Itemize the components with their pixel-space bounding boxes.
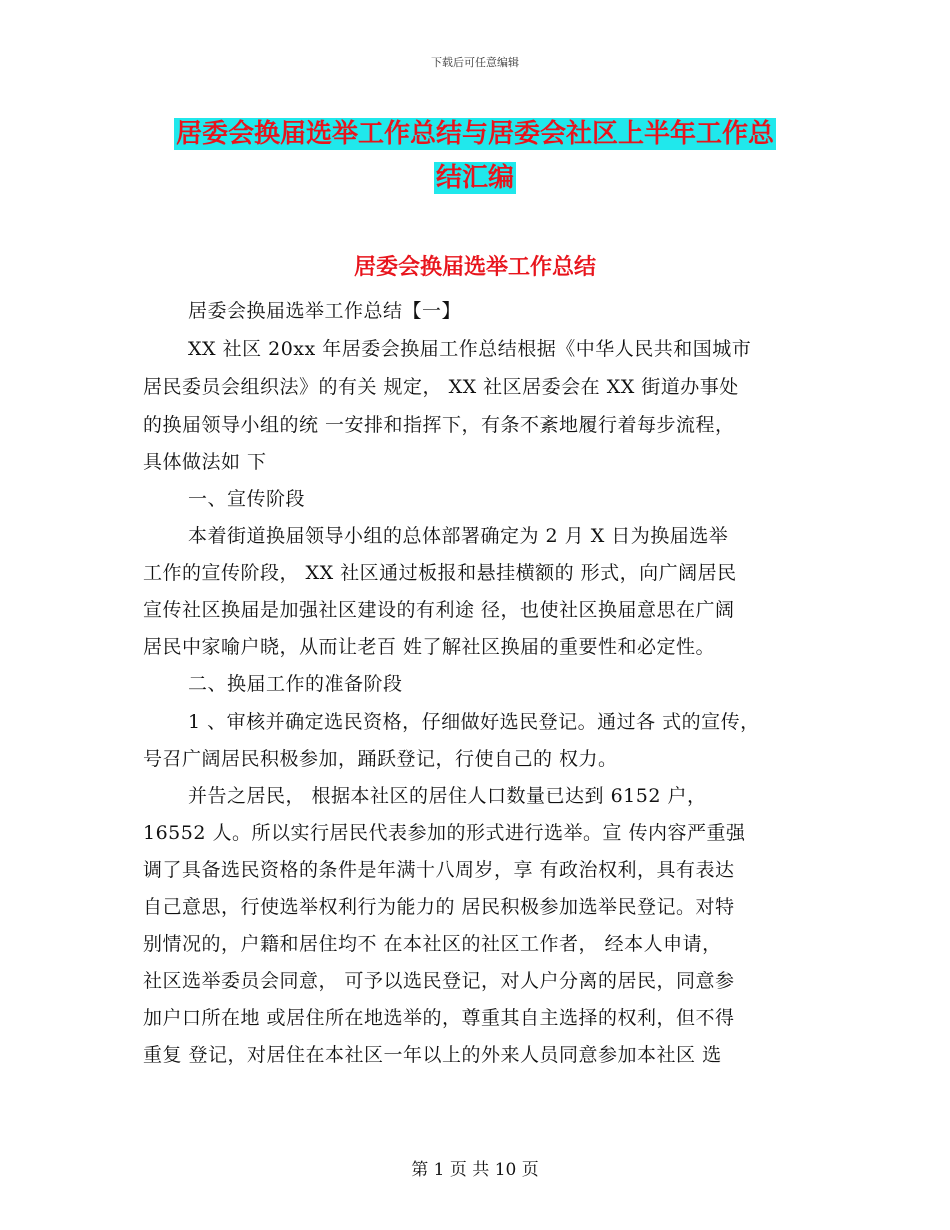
section-title: 居委会换届选举工作总结 (353, 255, 596, 280)
body-line: 一、宣传阶段 (188, 488, 306, 510)
header-note: 下载后可任意编辑 (431, 56, 519, 69)
body-line: 自己意思，行使选举权利行为能力的 居民积极参加选举民登记。对特 (143, 896, 735, 918)
main-title-line-2 (0, 157, 950, 194)
body-line: 居民中家喻户晓，从而让老百 姓了解社区换届的重要性和必定性。 (143, 636, 716, 658)
body-line: 宣传社区换届是加强社区建设的有利途 径，也使社区换届意思在广阔 (143, 599, 735, 621)
body-line: 加户口所在地 或居住所在地选举的，尊重其自主选择的权利，但不得 (143, 1007, 735, 1029)
body-line: 别情况的，户籍和居住均不 在本社区的社区工作者， 经本人申请， (143, 933, 722, 955)
body-line: 1 、审核并确定选民资格，仔细做好选民登记。通过各 式的宣传， (188, 711, 760, 733)
body-line: 重复 登记，对居住在本社区一年以上的外来人员同意参加本社区 选 (143, 1044, 722, 1066)
body-line: 社区选举委员会同意， 可予以选民登记，对人户分离的居民，同意参 (143, 970, 735, 992)
body-line: 二、换届工作的准备阶段 (188, 673, 403, 695)
main-title-text-1: 居委会换届选举工作总结与居委会社区上半年工作总 (175, 119, 774, 149)
body-line: 居民委员会组织法》的有关 规定， XX 社区居委会在 XX 街道办事处 (143, 376, 739, 398)
body-line: 具体做法如 下 (143, 451, 267, 473)
body-line: 的换届领导小组的统 一安排和指挥下，有条不紊地履行着每步流程， (143, 414, 735, 436)
body-line: 本着街道换届领导小组的总体部署确定为 2 月 X 日为换届选举 (188, 525, 729, 547)
body-line: 工作的宣传阶段， XX 社区通过板报和悬挂横额的 形式，向广阔居民 (143, 562, 737, 584)
body-line: 居委会换届选举工作总结【一】 (188, 300, 462, 322)
page-footer: 第 1 页 共 10 页 (411, 1160, 539, 1180)
body-line: 号召广阔居民积极参加，踊跃登记，行使自己的 权力。 (143, 748, 618, 770)
main-title-text-2: 结汇编 (435, 163, 514, 193)
main-title-line-1 (0, 113, 950, 150)
body-line: 并告之居民， 根据本社区的居住人口数量已达到 6152 户， (188, 785, 707, 807)
body-line: XX 社区 20xx 年居委会换届工作总结根据《中华人民共和国城市 (188, 338, 752, 360)
body-line: 16552 人。所以实行居民代表参加的形式进行选举。宣 传内容严重强 (143, 822, 746, 844)
body-line: 调了具备选民资格的条件是年满十八周岁，享 有政治权利，具有表达 (143, 859, 735, 881)
